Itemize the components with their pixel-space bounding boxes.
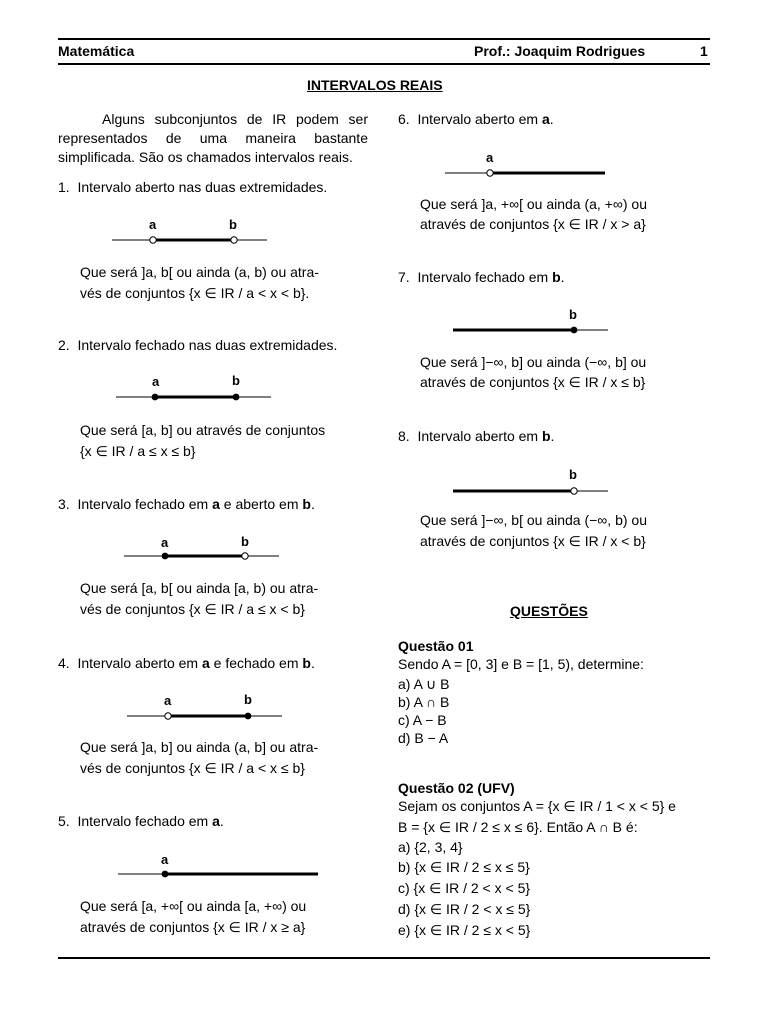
header-author: Prof.: Joaquim Rodrigues bbox=[474, 43, 646, 59]
interval-8-heading: 8. Intervalo aberto em b. bbox=[398, 428, 555, 444]
question-2-option-c: c) {x ∈ IR / 2 < x < 5} bbox=[398, 880, 531, 896]
question-1-option-c: c) A − B bbox=[398, 712, 447, 728]
question-2-title: Questão 02 (UFV) bbox=[398, 780, 515, 796]
question-2-stem-line2: B = {x ∈ IR / 2 ≤ x ≤ 6}. Então A ∩ B é: bbox=[398, 819, 638, 835]
question-1-option-a: a) A ∪ B bbox=[398, 676, 450, 692]
interval-1-label-a: a bbox=[149, 217, 157, 232]
interval-5-number-line bbox=[118, 866, 338, 882]
interval-3-label-a: a bbox=[161, 535, 169, 550]
interval-3-desc-line1: Que será [a, b[ ou ainda [a, b) ou atra- bbox=[80, 580, 319, 596]
header-page-number: 1 bbox=[700, 43, 708, 59]
question-2-option-b: b) {x ∈ IR / 2 ≤ x ≤ 5} bbox=[398, 859, 530, 875]
question-2-option-e: e) {x ∈ IR / 2 ≤ x < 5} bbox=[398, 922, 531, 938]
interval-3-label-b: b bbox=[241, 534, 249, 549]
header-top-rule bbox=[58, 38, 710, 40]
interval-2-desc-line2: {x ∈ IR / a ≤ x ≤ b} bbox=[80, 443, 196, 459]
interval-4-heading: 4. Intervalo aberto em a e fechado em b. bbox=[58, 655, 315, 671]
interval-7-heading: 7. Intervalo fechado em b. bbox=[398, 269, 565, 285]
interval-8-desc-line2: através de conjuntos {x ∈ IR / x < b} bbox=[420, 533, 646, 549]
interval-1-label-b: b bbox=[229, 217, 237, 232]
question-2-option-a: a) {2, 3, 4} bbox=[398, 839, 463, 855]
interval-4-desc-line2: vés de conjuntos {x ∈ IR / a < x ≤ b} bbox=[80, 760, 305, 776]
question-2-stem-line1: Sejam os conjuntos A = {x ∈ IR / 1 < x < 5} e bbox=[398, 798, 676, 814]
question-1-title: Questão 01 bbox=[398, 638, 474, 654]
interval-8-number-line bbox=[453, 483, 613, 499]
interval-5-heading: 5. Intervalo fechado em a. bbox=[58, 813, 224, 829]
interval-8-desc-line1: Que será ]−∞, b[ ou ainda (−∞, b) ou bbox=[420, 512, 647, 528]
footer-rule bbox=[58, 957, 710, 959]
header-subject: Matemática bbox=[58, 43, 135, 59]
interval-6-desc-line1: Que será ]a, +∞[ ou ainda (a, +∞) ou bbox=[420, 196, 647, 212]
interval-5-desc-line2: através de conjuntos {x ∈ IR / x ≥ a} bbox=[80, 919, 306, 935]
interval-6-heading: 6. Intervalo aberto em a. bbox=[398, 111, 554, 127]
interval-6-desc-line2: através de conjuntos {x ∈ IR / x > a} bbox=[420, 216, 646, 232]
interval-4-label-b: b bbox=[244, 692, 252, 707]
interval-4-label-a: a bbox=[164, 693, 172, 708]
page-title: INTERVALOS REAIS bbox=[307, 77, 443, 93]
interval-2-label-b: b bbox=[232, 373, 240, 388]
interval-1-heading: 1. Intervalo aberto nas duas extremidades. bbox=[58, 179, 328, 195]
interval-7-desc-line1: Que será ]−∞, b] ou ainda (−∞, b] ou bbox=[420, 354, 647, 370]
question-1-option-d: d) B − A bbox=[398, 730, 449, 746]
interval-7-desc-line2: através de conjuntos {x ∈ IR / x ≤ b} bbox=[420, 374, 646, 390]
interval-7-label-b: b bbox=[569, 307, 577, 322]
interval-2-label-a: a bbox=[152, 374, 160, 389]
interval-4-desc-line1: Que será ]a, b] ou ainda (a, b] ou atra- bbox=[80, 739, 319, 755]
questions-title: QUESTÕES bbox=[510, 603, 588, 619]
interval-5-label-a: a bbox=[161, 852, 169, 867]
header-bottom-rule bbox=[58, 63, 710, 65]
intro-paragraph bbox=[58, 110, 368, 167]
interval-2-number-line bbox=[116, 389, 276, 405]
intro-text: Alguns subconjuntos de IR podem ser representados de uma maneira bastante simplificada. São os chamados intervalos reais. bbox=[58, 111, 368, 165]
interval-2-heading: 2. Intervalo fechado nas duas extremidades. bbox=[58, 337, 338, 353]
question-1-stem: Sendo A = [0, 3] e B = [1, 5), determine: bbox=[398, 656, 644, 672]
interval-1-desc-line2: vés de conjuntos {x ∈ IR / a < x < b}. bbox=[80, 285, 310, 301]
interval-4-number-line bbox=[127, 708, 287, 724]
interval-6-number-line bbox=[445, 165, 615, 181]
question-1-option-b: b) A ∩ B bbox=[398, 694, 450, 710]
interval-8-label-b: b bbox=[569, 467, 577, 482]
interval-3-desc-line2: vés de conjuntos {x ∈ IR / a ≤ x < b} bbox=[80, 601, 305, 617]
interval-5-desc-line1: Que será [a, +∞[ ou ainda [a, +∞) ou bbox=[80, 898, 307, 914]
interval-2-desc-line1: Que será [a, b] ou através de conjuntos bbox=[80, 422, 326, 438]
interval-6-label-a: a bbox=[486, 150, 494, 165]
question-2-option-d: d) {x ∈ IR / 2 < x ≤ 5} bbox=[398, 901, 531, 917]
interval-7-number-line bbox=[453, 322, 613, 338]
interval-1-desc-line1: Que será ]a, b[ ou ainda (a, b) ou atra- bbox=[80, 264, 319, 280]
interval-3-number-line bbox=[124, 548, 284, 564]
interval-1-number-line bbox=[112, 232, 272, 248]
interval-3-heading: 3. Intervalo fechado em a e aberto em b. bbox=[58, 496, 315, 512]
